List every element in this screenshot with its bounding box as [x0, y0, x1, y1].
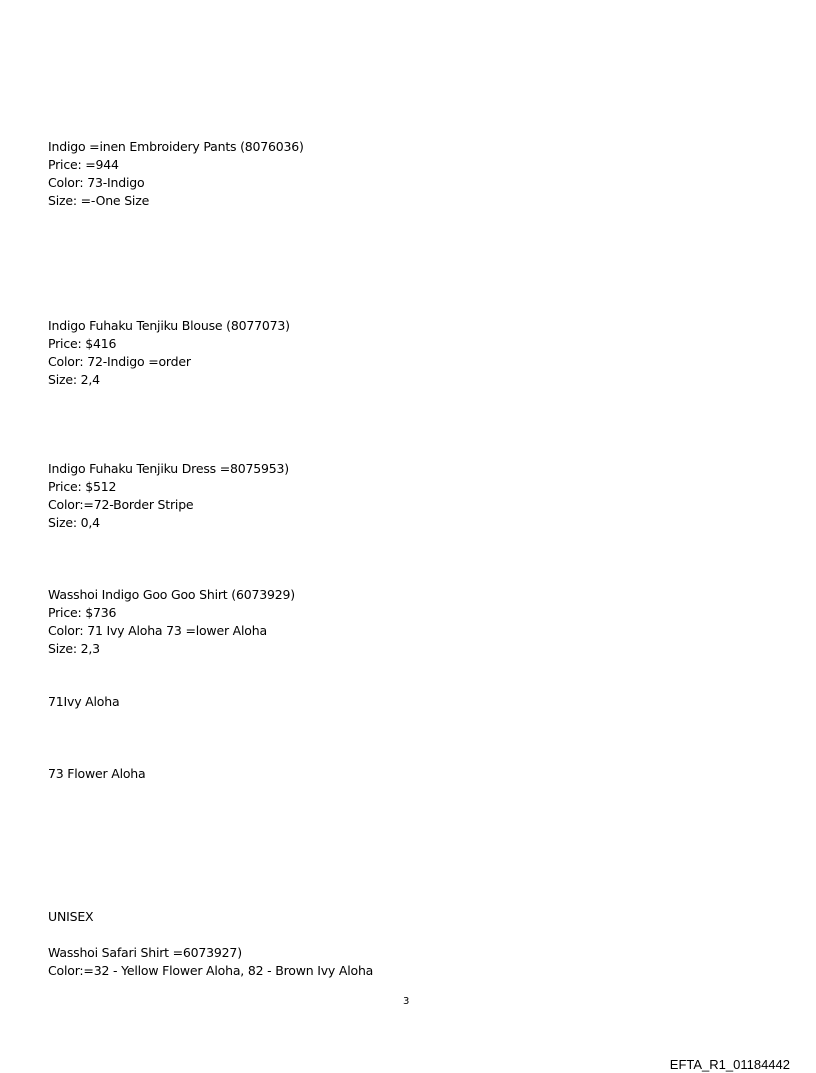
item-3-title: Indigo Fuhaku Tenjiku Dress =8075953) — [48, 461, 289, 476]
item-2-color: Color: 72-Indigo =order — [48, 354, 191, 369]
document-id: EFTA_R1_01184442 — [669, 1057, 790, 1072]
item-3-size: Size: 0,4 — [48, 515, 100, 530]
item-4-color: Color: 71 Ivy Aloha 73 =lower Aloha — [48, 623, 267, 638]
item-1-title: Indigo =inen Embroidery Pants (8076036) — [48, 139, 304, 154]
section-heading-unisex: UNISEX — [48, 909, 94, 924]
unisex-item-title: Wasshoi Safari Shirt =6073927) — [48, 945, 242, 960]
item-1-size: Size: =-One Size — [48, 193, 150, 208]
unisex-item-color: Color:=32 - Yellow Flower Aloha, 82 - Brown Ivy Aloha — [48, 963, 374, 978]
item-2-price: Price: $416 — [48, 336, 117, 351]
item-2-size: Size: 2,4 — [48, 372, 100, 387]
item-3-price: Price: $512 — [48, 479, 117, 494]
item-4-size: Size: 2,3 — [48, 641, 100, 656]
item-3-color: Color:=72-Border Stripe — [48, 497, 194, 512]
item-4-price: Price: $736 — [48, 605, 117, 620]
page-number: 3 — [403, 996, 410, 1007]
swatch-label-ivy-aloha: 71Ivy Aloha — [48, 694, 120, 709]
item-1-color: Color: 73-Indigo — [48, 175, 145, 190]
item-2-title: Indigo Fuhaku Tenjiku Blouse (8077073) — [48, 318, 290, 333]
swatch-label-flower-aloha: 73 Flower Aloha — [48, 766, 146, 781]
item-4-title: Wasshoi Indigo Goo Goo Shirt (6073929) — [48, 587, 295, 602]
item-1-price: Price: =944 — [48, 157, 119, 172]
